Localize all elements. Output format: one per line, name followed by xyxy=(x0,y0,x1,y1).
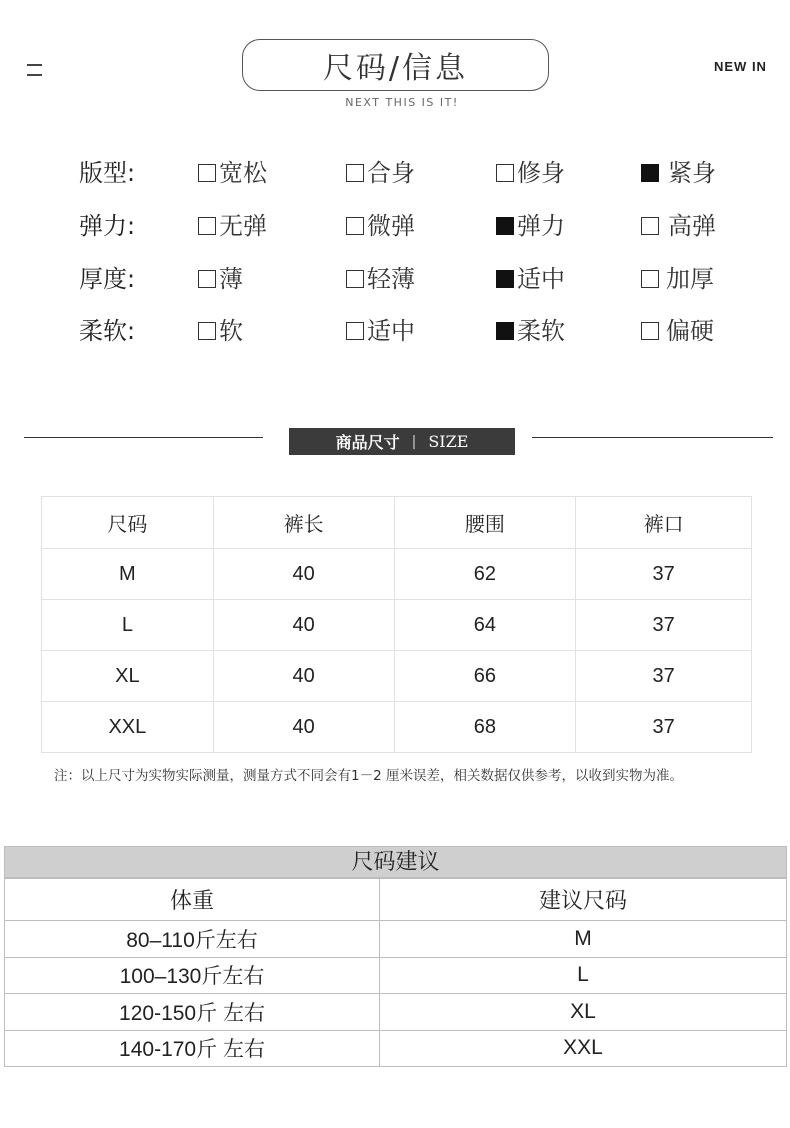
checkbox-icon[interactable] xyxy=(198,322,216,340)
option-label: 弹力 xyxy=(517,212,565,240)
table-cell: 62 xyxy=(394,549,576,600)
size-banner-zh: 商品尺寸 xyxy=(335,433,400,452)
table-cell: 37 xyxy=(576,600,752,651)
table-cell: 40 xyxy=(213,702,394,753)
table-cell: 37 xyxy=(576,702,752,753)
option-label: 轻薄 xyxy=(367,265,415,293)
attribute-label: 厚度: xyxy=(79,265,136,293)
table-cell: L xyxy=(42,600,214,651)
divider-right xyxy=(532,437,773,438)
attribute-label: 版型: xyxy=(79,159,136,187)
attribute-row-thickness xyxy=(0,262,790,302)
size-banner-separator: | xyxy=(411,433,417,450)
table-cell: XXL xyxy=(380,1030,787,1067)
checkbox-icon[interactable] xyxy=(496,270,514,288)
table-header-cell: 体重 xyxy=(5,879,380,921)
checkbox-icon[interactable] xyxy=(198,270,216,288)
attribute-label: 柔软: xyxy=(79,317,136,345)
table-cell: M xyxy=(42,549,214,600)
option-checkbox[interactable] xyxy=(346,314,415,348)
option-checkbox[interactable] xyxy=(496,262,565,296)
table-cell: XL xyxy=(380,994,787,1031)
checkbox-icon[interactable] xyxy=(346,164,364,182)
table-header-cell: 裤口 xyxy=(576,497,752,549)
page-title-text: 尺码/信息 xyxy=(322,51,469,86)
option-label: 修身 xyxy=(517,159,565,187)
option-label: 柔软 xyxy=(517,317,565,345)
option-label: 高弹 xyxy=(668,212,716,240)
page-subtitle: NEXT THIS IS IT! xyxy=(345,96,459,109)
recommendation-title: 尺码建议 xyxy=(4,846,787,878)
option-label: 适中 xyxy=(367,317,415,345)
table-cell: 64 xyxy=(394,600,576,651)
table-cell: 120-150斤 左右 xyxy=(5,994,380,1031)
option-checkbox[interactable] xyxy=(496,156,565,190)
table-row xyxy=(42,702,752,753)
table-row xyxy=(42,600,752,651)
new-in-badge: NEW IN xyxy=(714,59,767,74)
option-label: 适中 xyxy=(517,265,565,293)
size-recommendation xyxy=(4,846,787,1067)
option-label: 偏硬 xyxy=(666,317,714,345)
table-cell: 140-170斤 左右 xyxy=(5,1030,380,1067)
divider-left xyxy=(24,437,263,438)
option-checkbox[interactable] xyxy=(496,209,565,243)
checkbox-icon[interactable] xyxy=(641,164,659,182)
table-cell: 66 xyxy=(394,651,576,702)
option-checkbox[interactable] xyxy=(198,262,243,296)
option-label: 薄 xyxy=(219,265,243,293)
size-section-banner xyxy=(289,428,515,455)
table-cell: 40 xyxy=(213,600,394,651)
table-row xyxy=(5,994,787,1031)
measurement-note: 注：以上尺寸为实物实际测量，测量方式不同会有1－2 厘米误差，相关数据仅供参考，以收到实物为准。 xyxy=(54,768,683,784)
table-cell: 40 xyxy=(213,549,394,600)
table-cell: 37 xyxy=(576,651,752,702)
checkbox-icon[interactable] xyxy=(496,164,514,182)
option-label: 无弹 xyxy=(219,212,267,240)
checkbox-icon[interactable] xyxy=(346,270,364,288)
table-cell: 37 xyxy=(576,549,752,600)
size-table xyxy=(41,496,752,753)
attribute-row-elasticity xyxy=(0,209,790,249)
table-header-cell: 建议尺码 xyxy=(380,879,787,921)
option-checkbox[interactable] xyxy=(496,314,565,348)
table-header-cell: 腰围 xyxy=(394,497,576,549)
checkbox-icon[interactable] xyxy=(641,270,659,288)
checkbox-icon[interactable] xyxy=(641,217,659,235)
option-checkbox[interactable] xyxy=(641,262,714,296)
option-label: 合身 xyxy=(367,159,415,187)
table-header-cell: 裤长 xyxy=(213,497,394,549)
page-title xyxy=(242,39,549,91)
table-header-row xyxy=(5,879,787,921)
attribute-row-softness xyxy=(0,314,790,354)
table-cell: XXL xyxy=(42,702,214,753)
option-checkbox[interactable] xyxy=(641,156,716,190)
table-row xyxy=(5,921,787,958)
attribute-row-fit xyxy=(0,156,790,196)
option-label: 宽松 xyxy=(219,159,267,187)
option-checkbox[interactable] xyxy=(198,156,267,190)
checkbox-icon[interactable] xyxy=(641,322,659,340)
option-checkbox[interactable] xyxy=(346,156,415,190)
option-checkbox[interactable] xyxy=(641,314,714,348)
option-label: 紧身 xyxy=(668,159,716,187)
table-row xyxy=(42,651,752,702)
option-checkbox[interactable] xyxy=(346,262,415,296)
menu-icon[interactable] xyxy=(27,62,42,76)
size-banner-en: SIZE xyxy=(428,432,469,451)
checkbox-icon[interactable] xyxy=(346,217,364,235)
attribute-label: 弹力: xyxy=(79,212,136,240)
option-label: 软 xyxy=(219,317,243,345)
table-row xyxy=(5,957,787,994)
table-cell: L xyxy=(380,957,787,994)
checkbox-icon[interactable] xyxy=(198,217,216,235)
checkbox-icon[interactable] xyxy=(496,217,514,235)
recommendation-table xyxy=(4,878,787,1067)
table-header-cell: 尺码 xyxy=(42,497,214,549)
option-checkbox[interactable] xyxy=(198,314,243,348)
option-checkbox[interactable] xyxy=(346,209,415,243)
table-row xyxy=(5,1030,787,1067)
option-checkbox[interactable] xyxy=(641,209,716,243)
option-label: 加厚 xyxy=(666,265,714,293)
option-label: 微弹 xyxy=(367,212,415,240)
checkbox-icon[interactable] xyxy=(346,322,364,340)
table-cell: M xyxy=(380,921,787,958)
table-cell: 80–110斤左右 xyxy=(5,921,380,958)
table-header-row xyxy=(42,497,752,549)
table-cell: 68 xyxy=(394,702,576,753)
checkbox-icon[interactable] xyxy=(496,322,514,340)
table-cell: 40 xyxy=(213,651,394,702)
table-cell: XL xyxy=(42,651,214,702)
table-row xyxy=(42,549,752,600)
option-checkbox[interactable] xyxy=(198,209,267,243)
checkbox-icon[interactable] xyxy=(198,164,216,182)
table-cell: 100–130斤左右 xyxy=(5,957,380,994)
